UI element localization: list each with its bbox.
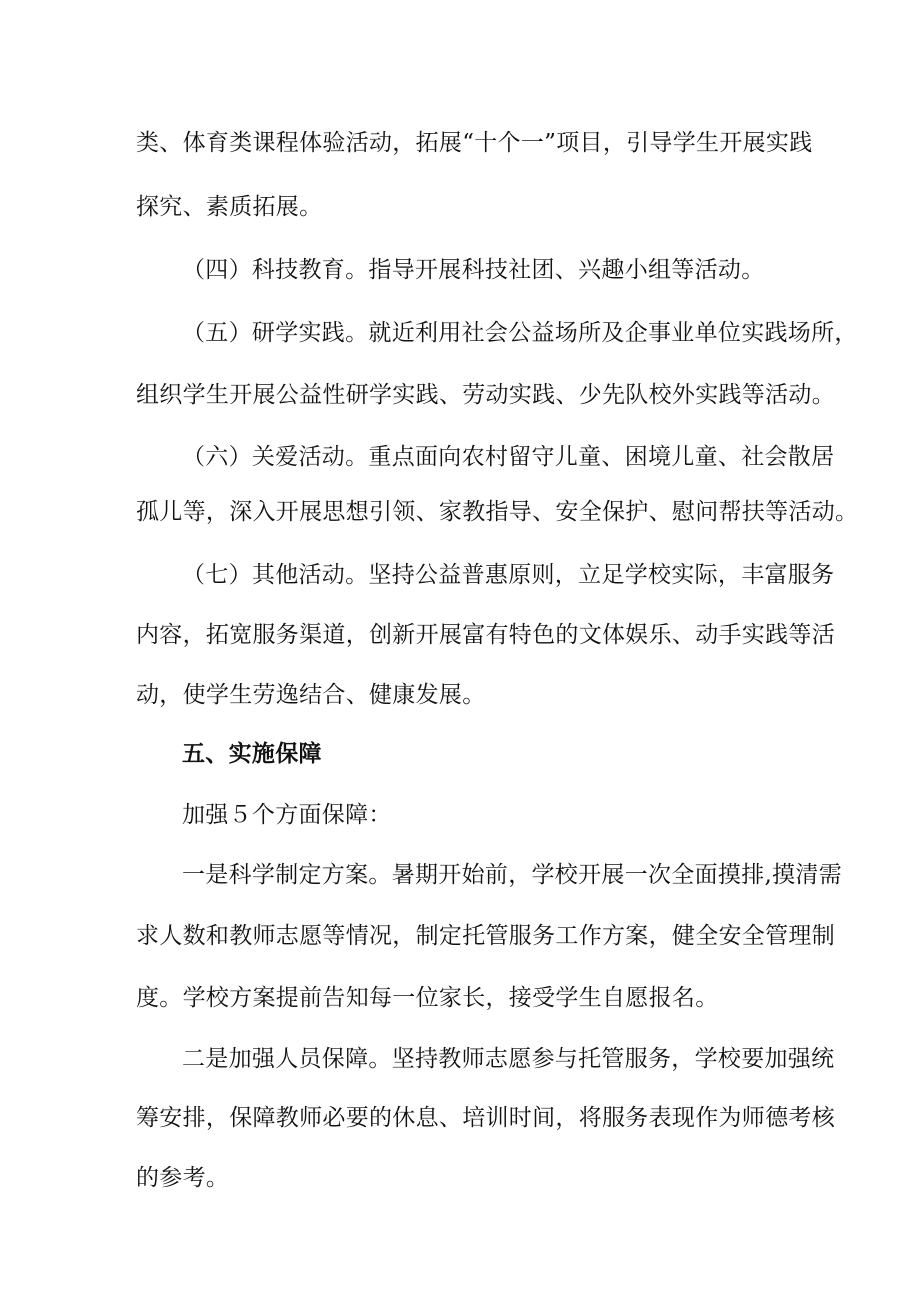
- text-line: 孤儿等，深入开展思想引领、家教指导、安全保护、慰问帮扶等活动。: [136, 499, 859, 525]
- text-line: 求人数和教师志愿等情况，制定托管服务工作方案，健全安全管理制: [136, 923, 835, 949]
- text-line: 内容，拓宽服务渠道，创新开展富有特色的文体娱乐、动手实践等活: [136, 622, 835, 648]
- text-line: 的参考。: [136, 1165, 230, 1191]
- text-line: 筹安排，保障教师必要的休息、培训时间，将服务表现作为师德考核: [136, 1105, 835, 1131]
- section-six-paragraph: （六）关爱活动。重点面向农村留守儿童、困境儿童、社会散居: [182, 444, 835, 470]
- section-four-paragraph: （四）科技教育。指导开展科技社团、兴趣小组等活动。: [182, 257, 765, 283]
- text-line: 组织学生开展公益性研学实践、劳动实践、少先队校外实践等活动。: [136, 382, 835, 408]
- intro-paragraph: 加强５个方面保障：: [182, 802, 392, 828]
- measure-one-paragraph: 一是科学制定方案。暑期开始前，学校开展一次全面摸排,摸清需: [182, 862, 843, 888]
- measure-two-paragraph: 二是加强人员保障。坚持教师志愿参与托管服务，学校要加强统: [182, 1046, 835, 1072]
- section-five-paragraph: （五）研学实践。就近利用社会公益场所及企事业单位实践场所，: [182, 320, 858, 346]
- text-line: 类、体育类课程体验活动，拓展“十个一”项目，引导学生开展实践: [136, 130, 813, 156]
- section-seven-paragraph: （七）其他活动。坚持公益普惠原则，立足学校实际，丰富服务: [182, 562, 835, 588]
- text-line: 度。学校方案提前告知每一位家长，接受学生自愿报名。: [136, 985, 719, 1011]
- text-line: 动，使学生劳逸结合、健康发展。: [136, 682, 486, 708]
- text-line: 探究、素质拓展。: [136, 194, 323, 220]
- section-heading: 五、实施保障: [182, 740, 322, 767]
